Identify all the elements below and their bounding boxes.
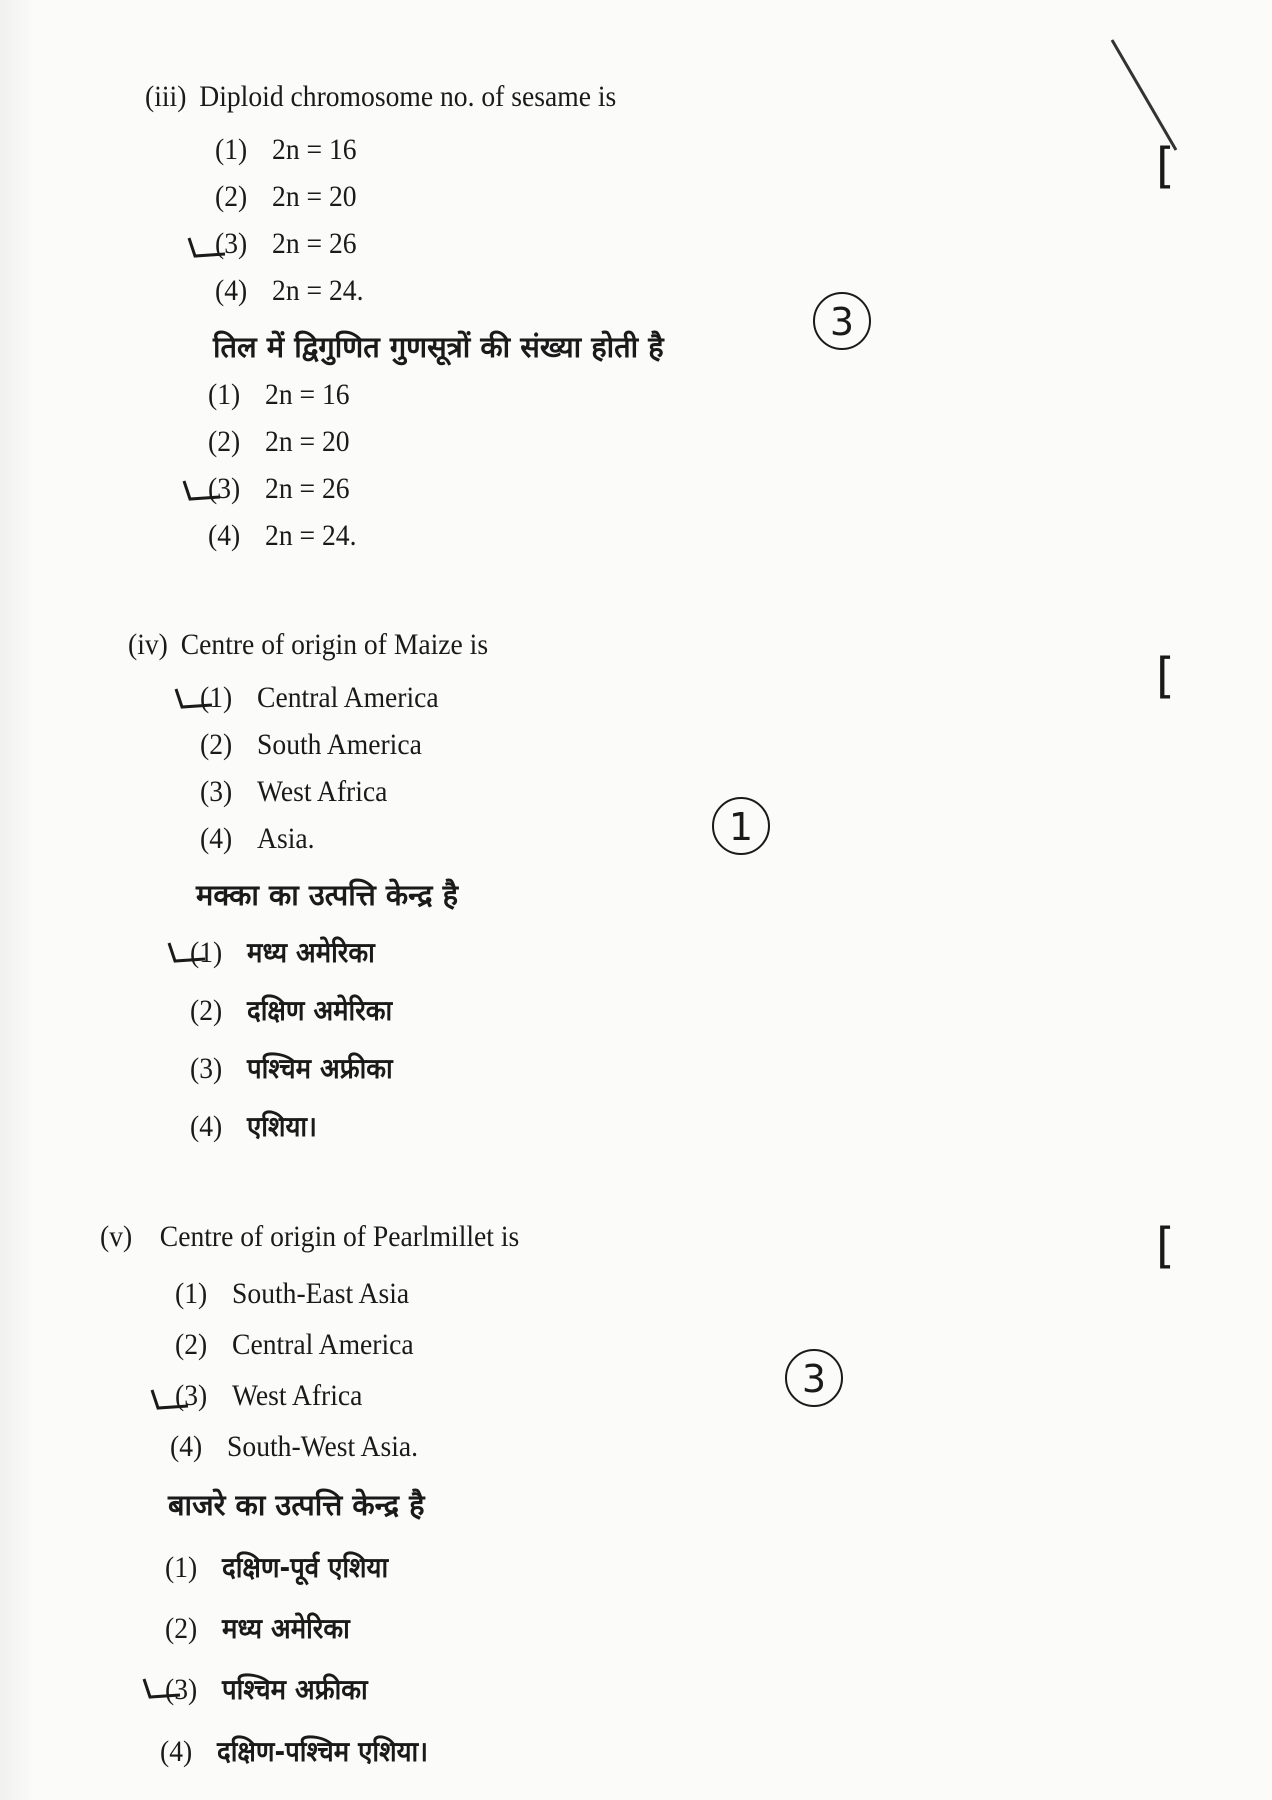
option-text: मध्य अमेरिका: [222, 1612, 350, 1645]
option-number: (1): [215, 133, 248, 166]
question-number: (iv): [128, 628, 168, 661]
option-text: 2n = 20: [265, 425, 350, 458]
option-number: (1): [190, 936, 223, 969]
option-2: [200, 728, 422, 762]
option-number: (4): [160, 1735, 193, 1768]
option-number: (2): [208, 425, 241, 458]
question-iv-stem: [128, 628, 488, 662]
option-number: (4): [170, 1430, 203, 1463]
option-text: Central America: [232, 1328, 414, 1361]
option-text: दक्षिण अमेरिका: [247, 994, 393, 1027]
option-text: दक्षिण-पश्चिम एशिया।: [217, 1735, 428, 1768]
option-text: 2n = 16: [272, 133, 357, 166]
option-text: 2n = 26: [272, 227, 357, 260]
answer-bracket: [: [1156, 648, 1175, 704]
option-text: 2n = 16: [265, 378, 350, 411]
marked-answer-circle: 1: [712, 797, 770, 855]
option-1: [215, 133, 357, 167]
option-number: (4): [200, 822, 233, 855]
option-number: (3): [208, 472, 241, 505]
option-number: (3): [175, 1379, 208, 1412]
option-number: (1): [200, 681, 233, 714]
option-4: [215, 274, 364, 308]
option-number: (3): [200, 775, 233, 808]
option-text: 2n = 24.: [265, 519, 357, 552]
option-3: [175, 1379, 362, 1413]
hindi-option-3: [208, 472, 350, 506]
option-text: South America: [257, 728, 422, 761]
hindi-option-1: [208, 378, 350, 412]
checkmark-icon: [140, 1673, 184, 1703]
question-v-stem: [100, 1220, 519, 1254]
question-text: Centre of origin of Maize is: [180, 628, 489, 661]
option-number: (3): [215, 227, 248, 260]
hindi-option-4: [190, 1107, 317, 1145]
checkmark-icon: [185, 232, 229, 262]
checkmark-icon: [165, 937, 209, 967]
marked-answer-circle: 3: [813, 292, 871, 350]
option-text: एशिया।: [247, 1110, 317, 1143]
option-number: (2): [200, 728, 233, 761]
option-text: Central America: [257, 681, 439, 714]
hindi-question-stem: बाजरे का उत्पत्ति केन्द्र है: [168, 1488, 425, 1522]
option-1: [200, 681, 439, 715]
option-number: (3): [165, 1673, 198, 1706]
option-text: South-West Asia.: [227, 1430, 419, 1463]
hindi-question-stem: तिल में द्विगुणित गुणसूत्रों की संख्या होती है: [213, 330, 664, 364]
option-text: 2n = 26: [265, 472, 350, 505]
answer-bracket: [: [1156, 1218, 1175, 1274]
answer-bracket: [: [1156, 138, 1175, 194]
option-number: (4): [190, 1110, 223, 1143]
option-number: (2): [165, 1612, 198, 1645]
hindi-option-3: [190, 1049, 393, 1087]
option-number: (4): [215, 274, 248, 307]
option-text: पश्चिम अफ्रीका: [247, 1052, 393, 1085]
option-number: (1): [175, 1277, 208, 1310]
option-text: मध्य अमेरिका: [247, 936, 375, 969]
checkmark-icon: [180, 475, 224, 505]
option-number: (1): [165, 1551, 198, 1584]
marked-answer-circle: 3: [785, 1349, 843, 1407]
hindi-option-3: [165, 1670, 368, 1708]
option-text: दक्षिण-पूर्व एशिया: [222, 1551, 389, 1584]
option-text: 2n = 24.: [272, 274, 364, 307]
checkmark-icon: [172, 683, 216, 713]
hindi-option-2: [208, 425, 350, 459]
option-number: (4): [208, 519, 241, 552]
hindi-option-4: [160, 1732, 428, 1770]
option-number: (2): [175, 1328, 208, 1361]
option-number: (2): [190, 994, 223, 1027]
option-4: [170, 1430, 418, 1464]
option-2: [215, 180, 357, 214]
question-number: (v): [100, 1220, 133, 1253]
hindi-option-1: [165, 1548, 388, 1586]
option-text: West Africa: [232, 1379, 363, 1412]
question-iii-stem: [145, 80, 616, 114]
option-text: Asia.: [257, 822, 315, 855]
option-text: पश्चिम अफ्रीका: [222, 1673, 368, 1706]
checkmark-icon: [148, 1384, 192, 1414]
option-text: South-East Asia: [232, 1277, 410, 1310]
option-4: [200, 822, 315, 856]
option-3: [215, 227, 357, 261]
question-text: Diploid chromosome no. of sesame is: [199, 80, 617, 113]
hindi-option-2: [165, 1609, 350, 1647]
option-2: [175, 1328, 414, 1362]
option-number: (1): [208, 378, 241, 411]
hindi-option-2: [190, 991, 392, 1029]
option-text: West Africa: [257, 775, 388, 808]
option-number: (3): [190, 1052, 223, 1085]
question-number: (iii): [145, 80, 187, 113]
hindi-question-stem: मक्का का उत्पत्ति केन्द्र है: [196, 878, 459, 912]
option-1: [175, 1277, 409, 1311]
option-number: (2): [215, 180, 248, 213]
option-text: 2n = 20: [272, 180, 357, 213]
hindi-option-4: [208, 519, 357, 553]
question-text: Centre of origin of Pearlmillet is: [159, 1220, 520, 1253]
hindi-option-1: [190, 933, 375, 971]
option-3: [200, 775, 387, 809]
